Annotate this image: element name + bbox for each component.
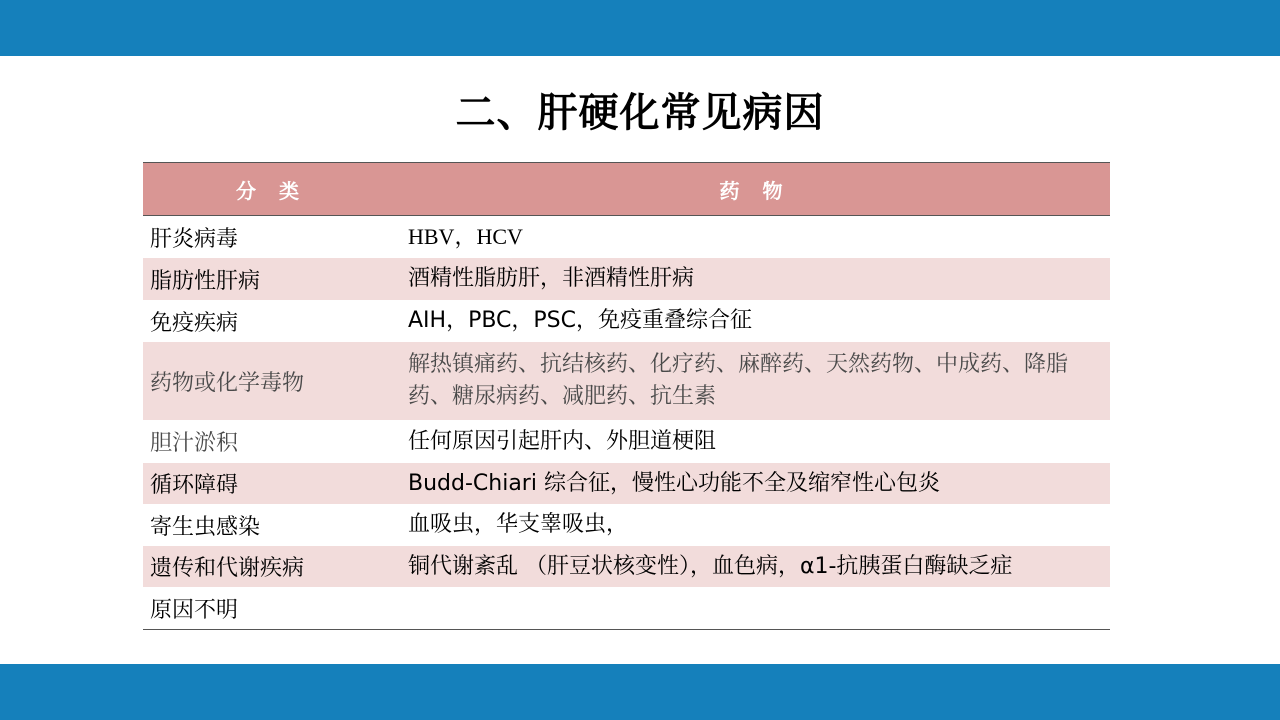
row-detail: AIH，PBC，PSC，免疫重叠综合征 xyxy=(408,308,753,333)
causes-table xyxy=(143,162,1110,630)
bottom-banner xyxy=(0,664,1280,720)
row-detail: 血吸虫，华支睾吸虫， xyxy=(408,512,629,537)
table-row xyxy=(143,546,1110,587)
table-row xyxy=(143,342,1110,420)
row-category: 循环障碍 xyxy=(150,473,239,498)
row-detail: 铜代谢紊乱 （肝豆状核变性），血色病，α1-抗胰蛋白酶缺乏症 xyxy=(408,553,1013,579)
table-row xyxy=(143,258,1110,300)
row-category: 原因不明 xyxy=(150,597,239,623)
row-detail: 酒精性脂肪肝，非酒精性肝病 xyxy=(408,266,695,291)
header-detail: 药 物 xyxy=(719,178,791,203)
top-banner xyxy=(0,0,1280,56)
row-detail: 解热镇痛药、抗结核药、化疗药、麻醉药、天然药物、中成药、降脂药、糖尿病药、减肥药、抗生素 xyxy=(408,352,1069,409)
row-category: 胆汁淤积 xyxy=(150,431,239,456)
row-detail: 任何原因引起肝内、外胆道梗阻 xyxy=(408,428,717,454)
row-category: 遗传和代谢疾病 xyxy=(150,556,305,581)
row-category: 药物或化学毒物 xyxy=(150,370,305,396)
table-header xyxy=(143,163,1110,216)
table-row xyxy=(143,300,1110,342)
table-row xyxy=(143,587,1110,629)
row-detail: Budd-Chiari 综合征，慢性心功能不全及缩窄性心包炎 xyxy=(408,470,940,496)
row-category: 寄生虫感染 xyxy=(150,514,261,540)
table-row xyxy=(143,463,1110,504)
row-category: 肝炎病毒 xyxy=(150,226,239,252)
row-category: 免疫疾病 xyxy=(150,310,239,336)
table-row xyxy=(143,216,1110,258)
table-row xyxy=(143,504,1110,546)
table-row xyxy=(143,420,1110,463)
header-category: 分 类 xyxy=(236,178,307,203)
row-category: 脂肪性肝病 xyxy=(150,268,261,294)
page-title: 二、肝硬化常见病因 xyxy=(455,90,825,136)
row-detail: HBV，HCV xyxy=(408,224,523,249)
